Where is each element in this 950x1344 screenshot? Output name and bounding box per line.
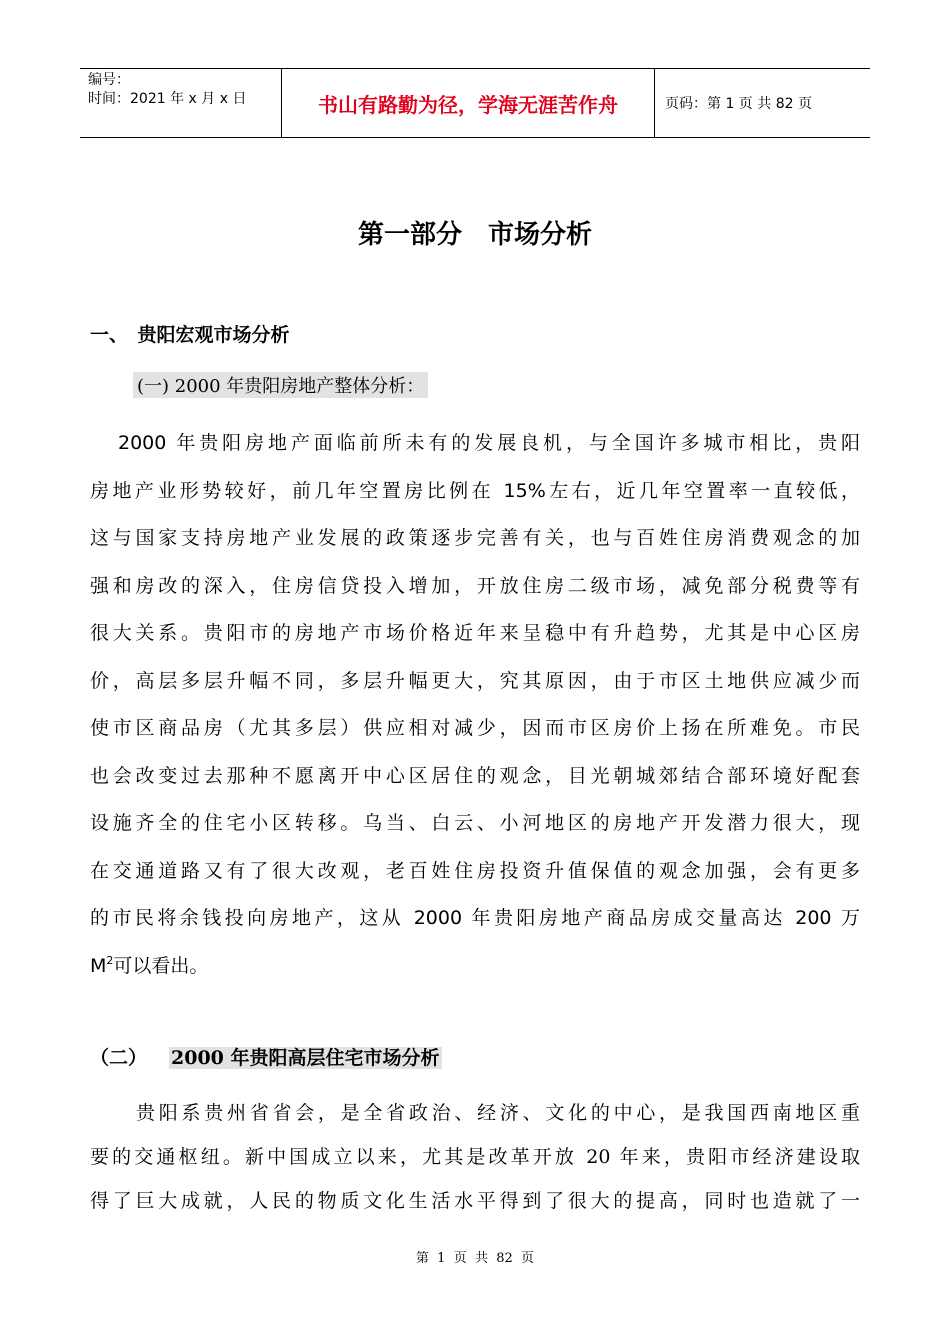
paragraph-last-line xyxy=(90,943,860,991)
paragraph-line: 设施齐全的住宅小区转移。乌当、白云、小河地区的房地产开发潜力很大，现 xyxy=(90,812,860,834)
unit-exponent: 2 xyxy=(106,953,114,967)
document-date: 时间：2021 年 x 月 x 日 xyxy=(88,91,247,107)
paragraph-line: 房地产业形势较好，前几年空置房比例在 15%左右，近几年空置率一直较低， xyxy=(90,479,860,502)
section-2-prefix: （二） xyxy=(90,1047,148,1069)
page-header xyxy=(80,68,870,138)
paragraph-line: 2000 年贵阳房地产面临前所未有的发展良机，与全国许多城市相比，贵阳 xyxy=(118,432,860,454)
paragraph-line: 价，高层多层升幅不同，多层升幅更大，究其原因，由于市区土地供应减少而 xyxy=(90,669,860,692)
last-line-text: 可以看出。 xyxy=(113,954,209,977)
paragraph-line: 的市民将余钱投向房地产，这从 2000 年贵阳房地产商品房成交量高达 200 万 xyxy=(90,907,860,929)
paragraph-line: 贵阳系贵州省省会，是全省政治、经济、文化的中心，是我国西南地区重 xyxy=(136,1102,860,1124)
section-1-heading: 一、 贵阳宏观市场分析 xyxy=(90,324,290,346)
paragraph-line: 这与国家支持房地产业发展的政策逐步完善有关，也与百姓住房消费观念的加 xyxy=(90,527,860,549)
header-motto: 书山有路勤为径，学海无涯苦作舟 xyxy=(282,69,655,137)
unit-m: M xyxy=(90,954,107,977)
section-2-heading xyxy=(90,1043,442,1070)
subsection-1-heading: (一) 2000 年贵阳房地产整体分析： xyxy=(133,372,428,398)
paragraph-line: 也会改变过去那种不愿离开中心区居住的观念，目光朝城郊结合部环境好配套 xyxy=(90,764,860,787)
paragraph-line: 在交通道路又有了很大改观，老百姓住房投资升值保值的观念加强，会有更多 xyxy=(90,859,860,882)
paragraph-line: 强和房改的深入，住房信贷投入增加，开放住房二级市场，减免部分税费等有 xyxy=(90,574,860,597)
section-1-paragraph xyxy=(90,420,860,990)
part-title: 第一部分 市场分析 xyxy=(357,220,592,250)
document-number-label: 编号： xyxy=(88,72,130,88)
page-footer: 第 1 页 共 82 页 xyxy=(415,1251,535,1266)
section-2-paragraph xyxy=(90,1091,860,1223)
paragraph-line: 使市区商品房（尤其多层）供应相对减少，因而市区房价上扬在所难免。市民 xyxy=(90,717,860,739)
section-2-title: 2000 年贵阳高层住宅市场分析 xyxy=(171,1047,440,1069)
paragraph-line: 得了巨大成就，人民的物质文化生活水平得到了很大的提高，同时也造就了一 xyxy=(90,1190,860,1212)
header-page-info: 页码：第 1 页 共 82 页 xyxy=(665,96,812,112)
paragraph-line: 要的交通枢纽。新中国成立以来，尤其是改革开放 20 年来，贵阳市经济建设取 xyxy=(90,1146,860,1168)
header-meta xyxy=(80,69,282,137)
paragraph-line: 很大关系。贵阳市的房地产市场价格近年来呈稳中有升趋势，尤其是中心区房 xyxy=(90,622,860,644)
